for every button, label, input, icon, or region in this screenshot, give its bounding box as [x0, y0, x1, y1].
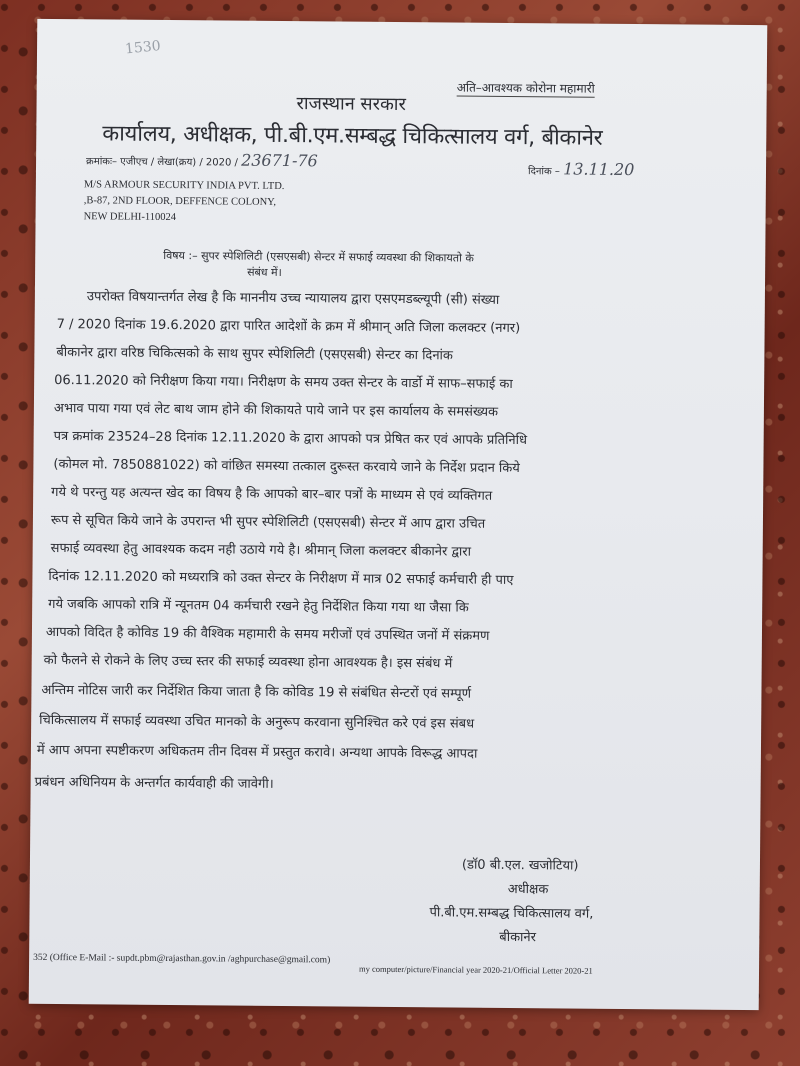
signatory-city: बीकानेर — [499, 929, 537, 946]
body-line: गये जबकि आपको रात्रि में न्यूनतम 04 कर्मचारी रखने हेतु निर्देशित किया गया था जैसा कि — [48, 596, 469, 616]
reference-handwritten: 23671-76 — [241, 150, 318, 171]
reference-prefix: क्रमांकः– एजीएच / लेखा(क्रय) / 2020 / — [86, 156, 238, 169]
signatory-office: पी.बी.एम.सम्बद्ध चिकित्सालय वर्ग, — [429, 905, 594, 922]
body-line: अन्तिम नोटिस जारी कर निर्देशित किया जाता है कि कोविड 19 से संबंधित सेन्टरों एवं सम्पूर्ण — [41, 682, 472, 702]
body-line: दिनांक 12.11.2020 को मध्यरात्रि को उक्त सेन्टर के निरीक्षण में मात्र 02 सफाई कर्मचारी ही पाए — [48, 568, 514, 589]
body-line: गये थे परन्तु यह अत्यन्त खेद का विषय है कि आपको बार–बार पत्रों के माध्यम से एवं व्यक्तिगत — [51, 484, 493, 504]
addressee-line: NEW DELHI-110024 — [83, 211, 177, 224]
government-name: राजस्थान सरकार — [296, 93, 406, 116]
office-heading: कार्यालय, अधीक्षक, पी.बी.एम.सम्बद्ध चिकित्सालय वर्ग, बीकानेर — [102, 121, 603, 151]
body-line: आपको विदित है कोविड 19 की वैश्विक महामारी के समय मरीजों एवं उपस्थित जनों में संक्रमण — [45, 624, 490, 644]
subject-line-continued: संबंध में। — [247, 265, 282, 279]
signatory-designation: अधीक्षक — [507, 881, 549, 898]
subject-line: विषय :– सुपर स्पेशिलिटी (एसएसबी) सेन्टर में सफाई व्यवस्था की शिकायतो के — [163, 248, 474, 265]
inward-stamp: 1530 — [124, 38, 162, 58]
reference-number — [86, 149, 318, 170]
body-line: सफाई व्यवस्था हेतु आवश्यक कदम नही उठाये गये है। श्रीमान् जिला कलक्टर बीकानेर द्वारा — [50, 540, 472, 560]
footer-email: 352 (Office E-Mail :- supdt.pbm@rajasthan.gov.in /aghpurchase@gmail.com) — [33, 952, 331, 966]
date-label: दिनांक – — [527, 166, 560, 178]
addressee-line: M/S ARMOUR SECURITY INDIA PVT. LTD. — [83, 179, 285, 192]
urgent-note: अति–आवश्यक कोरोना महामारी — [456, 80, 595, 96]
body-line: को फैलने से रोकने के लिए उच्च स्तर की सफाई व्यवस्था होना आवश्यक है। इस संबंध में — [43, 652, 453, 672]
body-line: में आप अपना स्पष्टीकरण अधिकतम तीन दिवस में प्रस्तुत करावे। अन्यथा आपके विरूद्ध आपदा — [36, 742, 478, 762]
body-line: चिकित्सालय में सफाई व्यवस्था उचित मानको के अनुरूप करवाना सुनिश्चित करे एवं इस संबध — [39, 712, 475, 732]
body-line: अभाव पाया गया एवं लेट बाथ जाम होने की शिकायते पाये जाने पर इस कार्यालय के समसंख्यक — [53, 400, 499, 420]
body-line: (कोमल मो. 7850881022) को वांछित समस्या तत्काल दुरूस्त करवाये जाने के निर्देश प्रदान किये — [53, 456, 520, 477]
body-line: 06.11.2020 को निरीक्षण किया गया। निरीक्षण के समय उक्त सेन्टर के वार्डो में साफ–सफाई का — [54, 372, 513, 392]
footer-file-path: my computer/picture/Financial year 2020-21/Official Letter 2020-21 — [358, 963, 593, 976]
body-line: बीकानेर द्वारा वरिष्ठ चिकित्सको के साथ सुपर स्पेशिलिटी (एसएसबी) सेन्टर का दिनांक — [56, 345, 454, 364]
date-handwritten: 13.11.20 — [563, 159, 635, 180]
body-line: 7 / 2020 दिनांक 19.6.2020 द्वारा पारित आदेशों के क्रम में श्रीमान् अति जिला कलक्टर (नगर) — [56, 317, 521, 337]
addressee-line: ,B-87, 2ND FLOOR, DEFFENCE COLONY, — [83, 195, 277, 208]
body-line: प्रबंधन अधिनियम के अन्तर्गत कार्यवाही की जावेगी। — [34, 774, 274, 792]
body-line: पत्र क्रमांक 23524–28 दिनांक 12.11.2020 के द्वारा आपको पत्र प्रेषित कर एवं आपके प्रतिनिधि — [53, 428, 528, 449]
letter-page — [29, 19, 768, 1010]
letter-date — [528, 159, 635, 179]
body-line: उपरोक्त विषयान्तर्गत लेख है कि माननीय उच्च न्यायालय द्वारा एसएमडब्ल्यूपी (सी) संख्या — [86, 289, 500, 308]
body-line: रूप से सूचित किये जाने के उपरान्त भी सुपर स्पेशिलिटी (एसएसबी) सेन्टर में आप द्वारा उचित — [50, 512, 486, 532]
signatory-name: (डॉ0 बी.एल. खजोटिया) — [461, 857, 579, 874]
